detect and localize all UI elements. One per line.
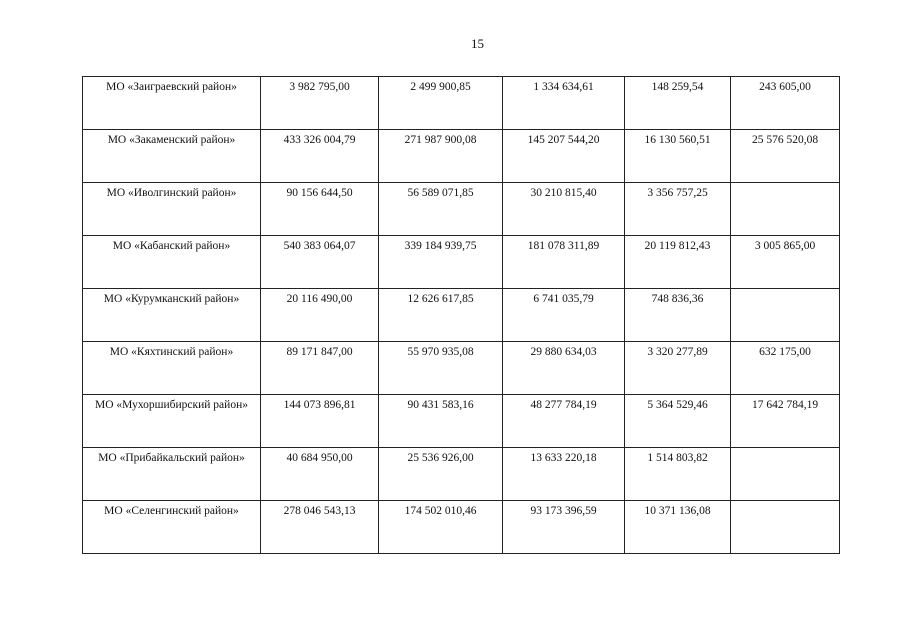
amount-cell: 30 210 815,40 [503, 183, 625, 236]
municipality-name-cell: МО «Кабанский район» [83, 236, 261, 289]
amount-cell: 55 970 935,08 [379, 342, 503, 395]
amount-cell: 1 334 634,61 [503, 77, 625, 130]
municipality-name-cell: МО «Селенгинский район» [83, 501, 261, 554]
amount-cell: 181 078 311,89 [503, 236, 625, 289]
amount-cell: 3 356 757,25 [625, 183, 731, 236]
amount-cell: 278 046 543,13 [261, 501, 379, 554]
amount-cell: 148 259,54 [625, 77, 731, 130]
table-row [83, 77, 840, 130]
amount-cell [731, 289, 840, 342]
amount-cell: 3 320 277,89 [625, 342, 731, 395]
amount-cell: 29 880 634,03 [503, 342, 625, 395]
table-row [83, 448, 840, 501]
amount-cell: 40 684 950,00 [261, 448, 379, 501]
table-row [83, 130, 840, 183]
amount-cell: 20 116 490,00 [261, 289, 379, 342]
amount-cell: 12 626 617,85 [379, 289, 503, 342]
amount-cell: 25 536 926,00 [379, 448, 503, 501]
amount-cell: 48 277 784,19 [503, 395, 625, 448]
amount-cell [731, 183, 840, 236]
amount-cell: 20 119 812,43 [625, 236, 731, 289]
municipality-name-cell: МО «Заиграевский район» [83, 77, 261, 130]
amount-cell: 174 502 010,46 [379, 501, 503, 554]
amount-cell: 10 371 136,08 [625, 501, 731, 554]
amount-cell: 2 499 900,85 [379, 77, 503, 130]
amount-cell: 90 156 644,50 [261, 183, 379, 236]
municipality-name-cell: МО «Курумканский район» [83, 289, 261, 342]
amount-cell: 89 171 847,00 [261, 342, 379, 395]
amount-cell: 5 364 529,46 [625, 395, 731, 448]
amount-cell: 56 589 071,85 [379, 183, 503, 236]
table-row [83, 501, 840, 554]
budget-table [82, 76, 840, 554]
amount-cell: 540 383 064,07 [261, 236, 379, 289]
table-row [83, 236, 840, 289]
amount-cell: 632 175,00 [731, 342, 840, 395]
amount-cell: 3 982 795,00 [261, 77, 379, 130]
amount-cell: 6 741 035,79 [503, 289, 625, 342]
amount-cell: 16 130 560,51 [625, 130, 731, 183]
page-number: 15 [471, 36, 484, 51]
amount-cell: 433 326 004,79 [261, 130, 379, 183]
table-row [83, 395, 840, 448]
amount-cell: 13 633 220,18 [503, 448, 625, 501]
amount-cell: 25 576 520,08 [731, 130, 840, 183]
municipality-name-cell: МО «Прибайкальский район» [83, 448, 261, 501]
amount-cell: 17 642 784,19 [731, 395, 840, 448]
amount-cell: 3 005 865,00 [731, 236, 840, 289]
amount-cell: 144 073 896,81 [261, 395, 379, 448]
amount-cell: 339 184 939,75 [379, 236, 503, 289]
amount-cell: 243 605,00 [731, 77, 840, 130]
amount-cell: 93 173 396,59 [503, 501, 625, 554]
table-row [83, 342, 840, 395]
table-row [83, 289, 840, 342]
municipality-name-cell: МО «Кяхтинский район» [83, 342, 261, 395]
amount-cell: 271 987 900,08 [379, 130, 503, 183]
table-row [83, 183, 840, 236]
amount-cell: 145 207 544,20 [503, 130, 625, 183]
amount-cell: 748 836,36 [625, 289, 731, 342]
amount-cell: 1 514 803,82 [625, 448, 731, 501]
municipality-name-cell: МО «Мухоршибирский район» [83, 395, 261, 448]
amount-cell: 90 431 583,16 [379, 395, 503, 448]
municipality-name-cell: МО «Закаменский район» [83, 130, 261, 183]
amount-cell [731, 501, 840, 554]
municipality-name-cell: МО «Иволгинский район» [83, 183, 261, 236]
amount-cell [731, 448, 840, 501]
